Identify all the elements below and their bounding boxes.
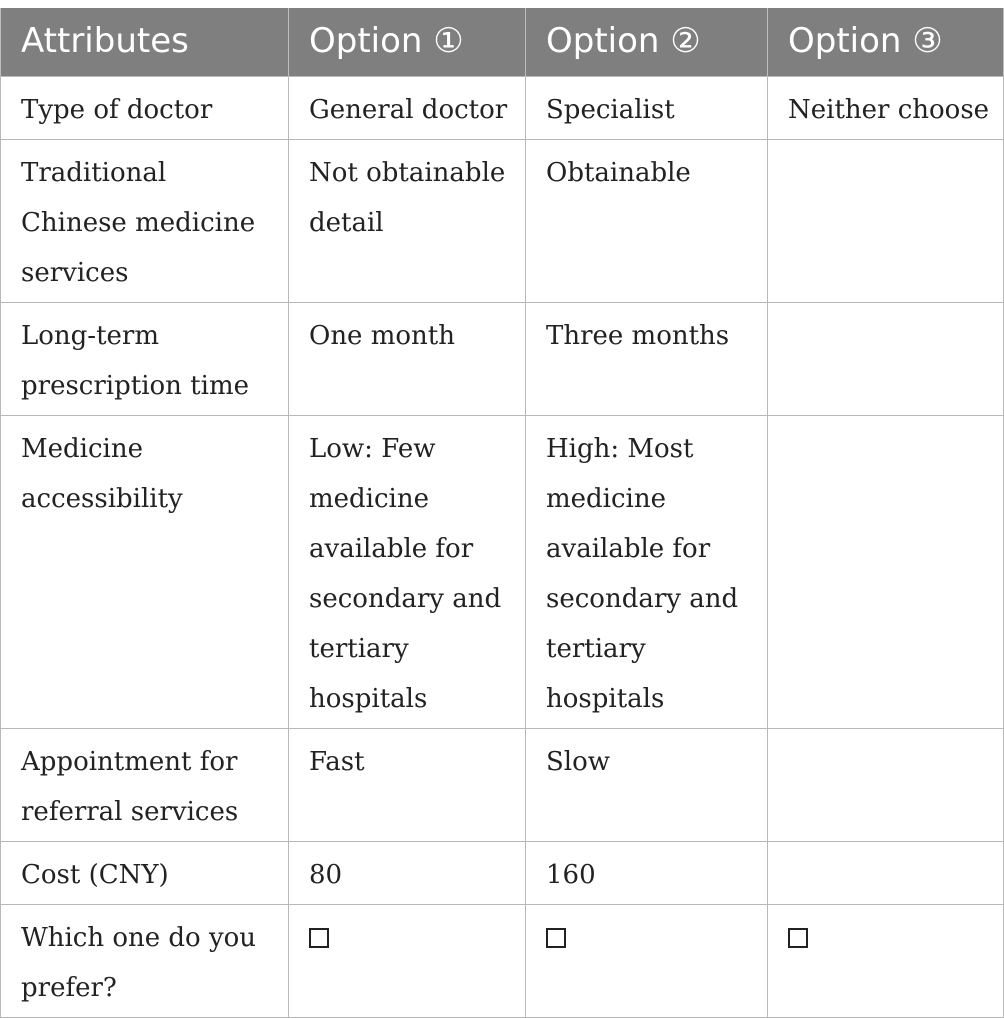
option-2-cell: Three months — [526, 302, 768, 415]
header-attributes: Attributes — [1, 8, 289, 76]
choice-set-table — [0, 8, 1004, 1018]
option-2-cell: 160 — [526, 841, 768, 904]
option-1-cell: Not obtainable detail — [289, 139, 526, 302]
table-row — [1, 302, 1004, 415]
attribute-cell: Which one do you prefer? — [1, 904, 289, 1017]
option-1-cell — [289, 904, 526, 1017]
header-option-3: Option ③ — [768, 8, 1004, 76]
option-1-cell: 80 — [289, 841, 526, 904]
option-2-checkbox[interactable] — [546, 928, 566, 948]
attribute-cell: Appointment for referral services — [1, 728, 289, 841]
attribute-cell: Medicine accessibility — [1, 415, 289, 728]
option-3-cell — [768, 728, 1004, 841]
option-1-cell: One month — [289, 302, 526, 415]
attribute-cell: Cost (CNY) — [1, 841, 289, 904]
table-row — [1, 415, 1004, 728]
option-3-cell — [768, 841, 1004, 904]
table-row — [1, 904, 1004, 1017]
option-3-cell — [768, 415, 1004, 728]
header-option-2: Option ② — [526, 8, 768, 76]
option-2-cell: Specialist — [526, 76, 768, 139]
option-3-cell: Neither choose — [768, 76, 1004, 139]
option-3-cell — [768, 904, 1004, 1017]
option-2-cell — [526, 904, 768, 1017]
table-row — [1, 76, 1004, 139]
attribute-cell: Traditional Chinese medicine services — [1, 139, 289, 302]
header-row — [1, 8, 1004, 76]
option-2-cell: Obtainable — [526, 139, 768, 302]
option-3-cell — [768, 302, 1004, 415]
option-2-cell: Slow — [526, 728, 768, 841]
header-option-1: Option ① — [289, 8, 526, 76]
option-1-checkbox[interactable] — [309, 928, 329, 948]
option-1-cell: Fast — [289, 728, 526, 841]
attribute-cell: Type of doctor — [1, 76, 289, 139]
table-row — [1, 728, 1004, 841]
option-1-cell: General doctor — [289, 76, 526, 139]
table-row — [1, 841, 1004, 904]
option-3-checkbox[interactable] — [788, 928, 808, 948]
option-2-cell: High: Most medicine available for secondary and tertiary hospitals — [526, 415, 768, 728]
option-1-cell: Low: Few medicine available for secondary and tertiary hospitals — [289, 415, 526, 728]
option-3-cell — [768, 139, 1004, 302]
attribute-cell: Long-term prescription time — [1, 302, 289, 415]
table-row — [1, 139, 1004, 302]
